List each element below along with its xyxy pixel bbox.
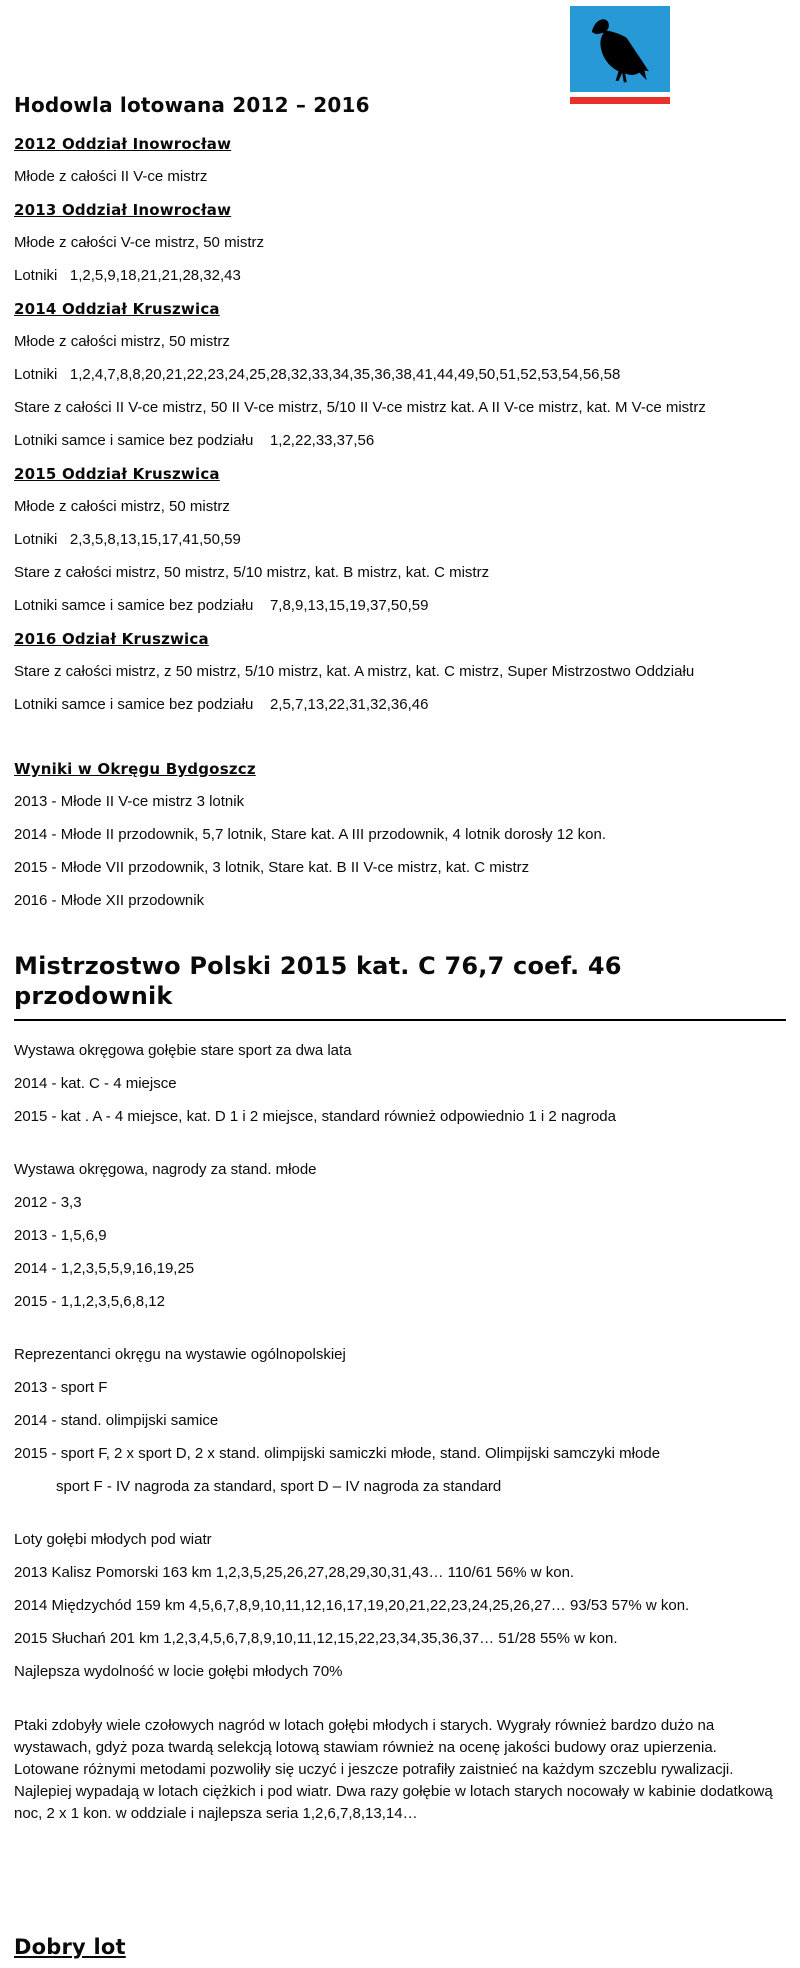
season-heading-2016: 2016 Odział Kruszwica [14,630,209,648]
result-line: Młode z całości II V-ce mistrz [14,168,208,185]
result-line: Lotniki samce i samice bez podziału 1,2,22,33,37,56 [14,432,375,449]
subsection-intro: Wystawa okręgowa gołębie stare sport za dwa lata [14,1042,352,1059]
subsection-intro: Reprezentanci okręgu na wystawie ogólnopolskiej [14,1346,346,1363]
section-wystawa-mlode [14,1140,786,1312]
result-line: 2014 - kat. C - 4 miejsce [14,1075,177,1092]
result-line: 2015 - 1,1,2,3,5,6,8,12 [14,1293,165,1310]
result-line: 2014 Międzychód 159 km 4,5,6,7,8,9,10,11,12,16,17,19,20,21,22,23,24,25,26,27… 93/53 57% w kon. [14,1597,690,1614]
summary-paragraph: Ptaki zdobyły wiele czołowych nagród w lotach gołębi młodych i starych. Wygrały również bardzo dużo na wystawach, gdyż poza twardą selekcją lotową stawiam również na ocenę jakości budowy oraz upierzenia. Lotowane różnymi metodami pozwoliły się uczyć i jeszcze potrafiły zaistnieć na każdym szczeblu rywalizacji. Najlepiej wypadają w lotach ciężkich i pod wiatr. Dwa razy gołębie w lotach starych nocowały w kabinie dodatkową noc, 2 x 1 kon. w oddziale i najlepsza seria 1,2,6,7,8,13,14… [14,1717,773,1822]
result-line: 2013 - Młode II V-ce mistrz 3 lotnik [14,793,245,810]
season-heading-2015: 2015 Oddział Kruszwica [14,465,220,483]
result-line: 2013 - 1,5,6,9 [14,1227,107,1244]
result-line: Lotniki 1,2,5,9,18,21,21,28,32,43 [14,267,241,284]
pigeon-silhouette [592,19,649,82]
club-logo [570,6,670,104]
season-heading-2014: 2014 Oddział Kruszwica [14,300,220,318]
result-line: 2013 Kalisz Pomorski 163 km 1,2,3,5,25,26,27,28,29,30,31,43… 110/61 56% w kon. [14,1564,575,1581]
result-line: Lotniki 2,3,5,8,13,15,17,41,50,59 [14,531,241,548]
mistrzostwo-heading: Mistrzostwo Polski 2015 kat. C 76,7 coef. 46 przodownik [14,924,786,1021]
result-line: Stare z całości mistrz, z 50 mistrz, 5/10 mistrz, kat. A mistrz, kat. C mistrz, Super Mistrzostwo Oddziału [14,663,695,680]
result-line: Młode z całości V-ce mistrz, 50 mistrz [14,234,265,251]
section-reprezentanci [14,1325,786,1497]
section-loty-mlodych [14,1510,786,1682]
season-heading-2012: 2012 Oddział Inowrocław [14,135,232,153]
result-line: 2015 - Młode VII przodownik, 3 lotnik, Stare kat. B II V-ce mistrz, kat. C mistrz [14,859,530,876]
result-line: Stare z całości II V-ce mistrz, 50 II V-ce mistrz, 5/10 II V-ce mistrz kat. A II V-ce mistrz, kat. M V-ce mistrz [14,399,706,416]
result-line: 2015 - kat . A - 4 miejsce, kat. D 1 i 2 miejsce, standard również odpowiednio 1 i 2 nagroda [14,1108,616,1125]
subsection-intro: Loty gołębi młodych pod wiatr [14,1531,212,1548]
okreg-heading: Wyniki w Okręgu Bydgoszcz [14,760,256,778]
result-line-indented: sport F - IV nagroda za standard, sport D – IV nagroda za standard [56,1478,502,1495]
result-line: 2015 - sport F, 2 x sport D, 2 x stand. olimpijski samiczki młode, stand. Olimpijski samczyki młode [14,1445,661,1462]
result-line: 2014 - Młode II przodownik, 5,7 lotnik, Stare kat. A III przodownik, 4 lotnik dorosły 12 kon. [14,826,606,843]
result-line: Stare z całości mistrz, 50 mistrz, 5/10 mistrz, kat. B mistrz, kat. C mistrz [14,564,490,581]
result-line: 2015 Słuchań 201 km 1,2,3,4,5,6,7,8,9,10,11,12,15,22,23,34,35,36,37… 51/28 55% w kon. [14,1630,618,1647]
section-oddzialy [14,134,786,715]
result-line: 2012 - 3,3 [14,1194,82,1211]
section-okreg [14,728,786,911]
pigeon-logo-box [570,6,670,92]
result-line: Lotniki samce i samice bez podziału 2,5,7,13,22,31,32,36,46 [14,696,429,713]
logo-red-stripe [570,97,670,104]
result-line: 2013 - sport F [14,1379,108,1396]
result-line: Młode z całości mistrz, 50 mistrz [14,333,230,350]
pigeon-icon [583,12,657,86]
result-line: Lotniki 1,2,4,7,8,8,20,21,22,23,24,25,28,32,33,34,35,36,38,41,44,49,50,51,52,53,54,56,58 [14,366,621,383]
closing-heading: Dobry lot [14,1935,126,1959]
result-line: 2014 - stand. olimpijski samice [14,1412,219,1429]
subsection-intro: Wystawa okręgowa, nagrody za stand. młode [14,1161,317,1178]
result-line: Najlepsza wydolność w locie gołębi młodych 70% [14,1663,343,1680]
section-wystawa-stare [14,1041,786,1127]
result-line: Młode z całości mistrz, 50 mistrz [14,498,230,515]
season-heading-2013: 2013 Oddział Inowrocław [14,201,232,219]
page-title: Hodowla lotowana 2012 – 2016 [14,93,370,117]
result-line: 2016 - Młode XII przodownik [14,892,205,909]
result-line: 2014 - 1,2,3,5,5,9,16,19,25 [14,1260,195,1277]
result-line: Lotniki samce i samice bez podziału 7,8,9,13,15,19,37,50,59 [14,597,429,614]
